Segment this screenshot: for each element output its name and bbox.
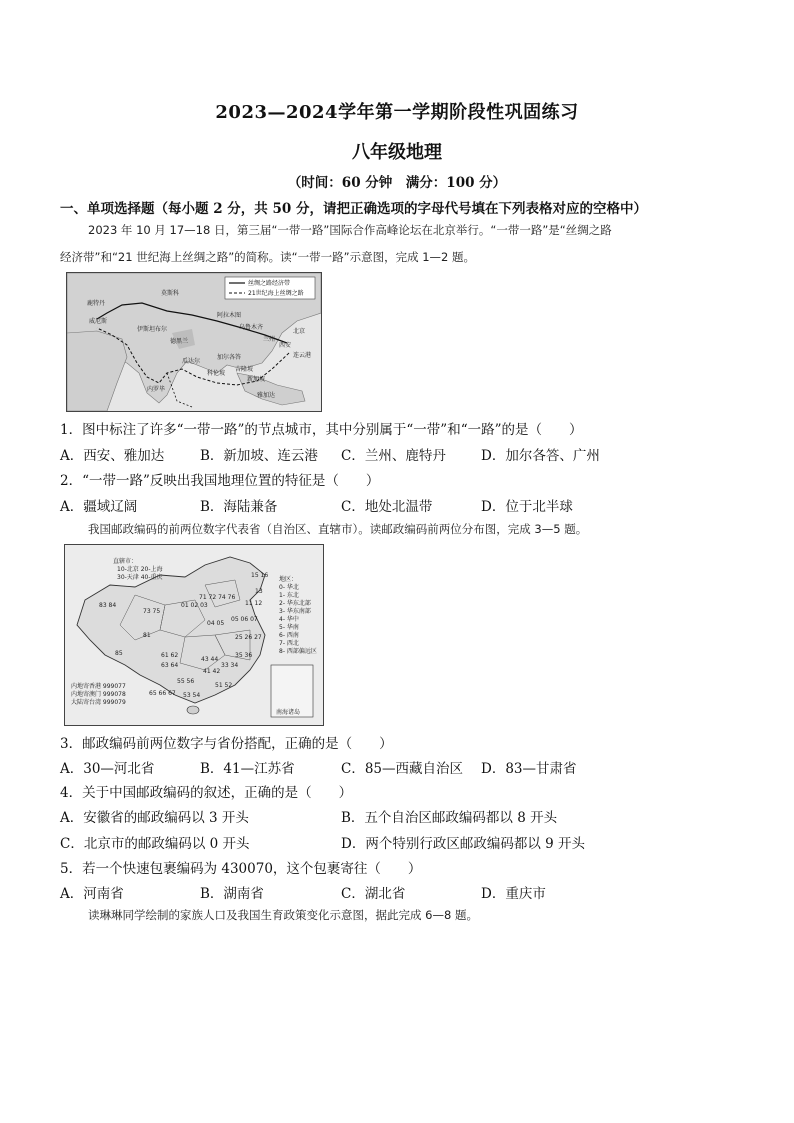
option-b[interactable]: B．海陆兼备 bbox=[200, 499, 278, 515]
place-label: 伊斯坦布尔 bbox=[137, 326, 168, 333]
option-c[interactable]: C．北京市的邮政编码以 0 开头 bbox=[60, 836, 250, 852]
code-label: 71 72 74 76 bbox=[199, 594, 236, 601]
code-label: 83 84 bbox=[99, 602, 117, 609]
option-b[interactable]: B．41—江苏省 bbox=[200, 761, 295, 777]
region-item: 0- 华北 bbox=[279, 584, 299, 591]
place-label: 连云港 bbox=[293, 352, 312, 359]
option-d[interactable]: D．重庆市 bbox=[481, 886, 546, 902]
code-label: 43 44 bbox=[201, 656, 219, 663]
region-item: 1- 东北 bbox=[279, 592, 299, 599]
place-label: 雅加达 bbox=[257, 392, 276, 399]
code-label: 85 bbox=[115, 650, 123, 657]
subject-title: 八年级地理 bbox=[352, 142, 442, 163]
region-item: 3- 华东南部 bbox=[279, 608, 311, 615]
place-label: 德黑兰 bbox=[170, 338, 189, 345]
regions-title: 地区： bbox=[279, 576, 298, 583]
option-c[interactable]: C．85—西藏自治区 bbox=[341, 761, 464, 777]
special-code: 内地寄澳门 999078 bbox=[71, 691, 126, 698]
legend-silk-belt: 丝绸之路经济带 bbox=[248, 280, 291, 287]
place-label: 加尔各答 bbox=[217, 354, 242, 361]
region-item: 5- 华南 bbox=[279, 624, 299, 631]
code-label: 05 06 07 bbox=[231, 616, 258, 623]
question-1-stem: 1．图中标注了许多“一带一路”的节点城市，其中分别属于“一带”和“一路”的是（ ） bbox=[60, 422, 583, 438]
inset-label: 南海诸岛 bbox=[276, 709, 301, 716]
question-5-stem: 5．若一个快速包裹编码为 430070，这个包裹寄往（ ） bbox=[60, 861, 422, 877]
place-label: 乌鲁木齐 bbox=[239, 324, 264, 331]
special-code: 大陆寄台湾 999079 bbox=[71, 699, 126, 706]
question-2-options bbox=[60, 495, 750, 515]
region-item: 2- 华东北部 bbox=[279, 600, 311, 607]
question-2-stem: 2．“一带一路”反映出我国地理位置的特征是（ ） bbox=[60, 473, 380, 489]
section-heading: 一、单项选择题（每小题 2 分，共 50 分，请把正确选项的字母代号填在下列表格对应的空格中） bbox=[60, 201, 647, 217]
place-label: 科伦坡 bbox=[207, 370, 226, 377]
municipality-line: 10-北京 20-上海 bbox=[117, 566, 163, 573]
place-label: 新加坡 bbox=[247, 376, 266, 383]
intro-line: 读琳琳同学绘制的家族人口及我国生育政策变化示意图，据此完成 6—8 题。 bbox=[88, 908, 478, 922]
intro-line: 2023 年 10 月 17—18 日，第三届“一带一路”国际合作高峰论坛在北京举行。“一带一路”是“丝绸之路 bbox=[88, 223, 612, 237]
option-d[interactable]: D．83—甘肃省 bbox=[481, 761, 577, 777]
option-d[interactable]: D．位于北半球 bbox=[481, 499, 573, 515]
code-label: 25 26 27 bbox=[235, 634, 262, 641]
intro-line: 经济带”和“21 世纪海上丝绸之路”的简称。读“一带一路”示意图，完成 1—2 题。 bbox=[60, 250, 476, 264]
legend-maritime-road: 21世纪海上丝绸之路 bbox=[248, 290, 304, 297]
option-a[interactable]: A．西安、雅加达 bbox=[60, 448, 165, 464]
option-c[interactable]: C．兰州、鹿特丹 bbox=[341, 448, 446, 464]
place-label: 西安 bbox=[279, 342, 292, 349]
intro-passage-1 bbox=[60, 217, 750, 271]
place-label: 兰州 bbox=[263, 336, 276, 343]
place-label: 北京 bbox=[293, 328, 306, 335]
code-label: 55 56 bbox=[177, 678, 195, 685]
option-a[interactable]: A．安徽省的邮政编码以 3 开头 bbox=[60, 810, 249, 826]
code-label: 65 66 67 bbox=[149, 690, 176, 697]
option-d[interactable]: D．两个特别行政区邮政编码都以 9 开头 bbox=[341, 836, 585, 852]
code-label: 04 05 bbox=[207, 620, 225, 627]
question-3-stem: 3．邮政编码前两位数字与省份搭配，正确的是（ ） bbox=[60, 736, 393, 752]
question-4-options-row-1 bbox=[60, 806, 750, 826]
code-label: 81 bbox=[143, 632, 151, 639]
option-a[interactable]: A．30—河北省 bbox=[60, 761, 155, 777]
question-4-options-row-2 bbox=[60, 832, 750, 852]
option-d[interactable]: D．加尔各答、广州 bbox=[481, 448, 600, 464]
option-a[interactable]: A．河南省 bbox=[60, 886, 124, 902]
question-1-options bbox=[60, 444, 750, 464]
place-label: 鹿特丹 bbox=[87, 300, 106, 307]
code-label: 41 42 bbox=[203, 668, 221, 675]
option-c[interactable]: C．地处北温带 bbox=[341, 499, 433, 515]
question-5-options bbox=[60, 882, 750, 902]
postal-code-map bbox=[64, 544, 324, 726]
question-3-options bbox=[60, 757, 750, 777]
intro-passage-2 bbox=[60, 516, 750, 543]
place-label: 阿拉木图 bbox=[217, 312, 242, 319]
time-info: （时间：60 分钟 满分：100 分） bbox=[287, 175, 507, 191]
region-item: 4- 华中 bbox=[279, 616, 299, 623]
region-item: 6- 西南 bbox=[279, 632, 299, 639]
option-a[interactable]: A．疆域辽阔 bbox=[60, 499, 138, 515]
code-label: 15 16 bbox=[251, 572, 269, 579]
municipalities-title: 直辖市： bbox=[113, 558, 138, 565]
place-label: 吉隆坡 bbox=[235, 366, 254, 373]
special-code: 内地寄香港 999077 bbox=[71, 683, 126, 690]
code-label: 35 36 bbox=[235, 652, 253, 659]
code-label: 01 02 03 bbox=[181, 602, 208, 609]
code-label: 63 64 bbox=[161, 662, 179, 669]
code-label: 53 54 bbox=[183, 692, 201, 699]
place-label: 威尼斯 bbox=[89, 318, 108, 325]
intro-line: 我国邮政编码的前两位数字代表省（自治区、直辖市）。读邮政编码前两位分布图，完成 3—5 题。 bbox=[88, 522, 588, 536]
belt-road-map bbox=[66, 272, 322, 412]
code-label: 13 bbox=[255, 588, 263, 595]
question-4-stem: 4．关于中国邮政编码的叙述，正确的是（ ） bbox=[60, 785, 353, 801]
place-label: 莫斯科 bbox=[161, 290, 180, 297]
region-item: 7- 西北 bbox=[279, 640, 299, 647]
region-item: 8- 西部偏远区 bbox=[279, 648, 317, 655]
intro-passage-3 bbox=[60, 902, 750, 929]
code-label: 33 34 bbox=[221, 662, 239, 669]
municipality-line: 30-天津 40-重庆 bbox=[117, 574, 163, 581]
code-label: 73 75 bbox=[143, 608, 161, 615]
place-label: 内罗毕 bbox=[147, 386, 166, 393]
option-b[interactable]: B．湖南省 bbox=[200, 886, 264, 902]
page-title: 2023—2024学年第一学期阶段性巩固练习 bbox=[215, 102, 579, 123]
code-label: 61 62 bbox=[161, 652, 179, 659]
option-b[interactable]: B．新加坡、连云港 bbox=[200, 448, 318, 464]
code-label: 51 52 bbox=[215, 682, 233, 689]
place-label: 瓜达尔 bbox=[182, 358, 201, 365]
option-c[interactable]: C．湖北省 bbox=[341, 886, 406, 902]
option-b[interactable]: B．五个自治区邮政编码都以 8 开头 bbox=[341, 810, 558, 826]
code-label: 11 12 bbox=[245, 600, 263, 607]
